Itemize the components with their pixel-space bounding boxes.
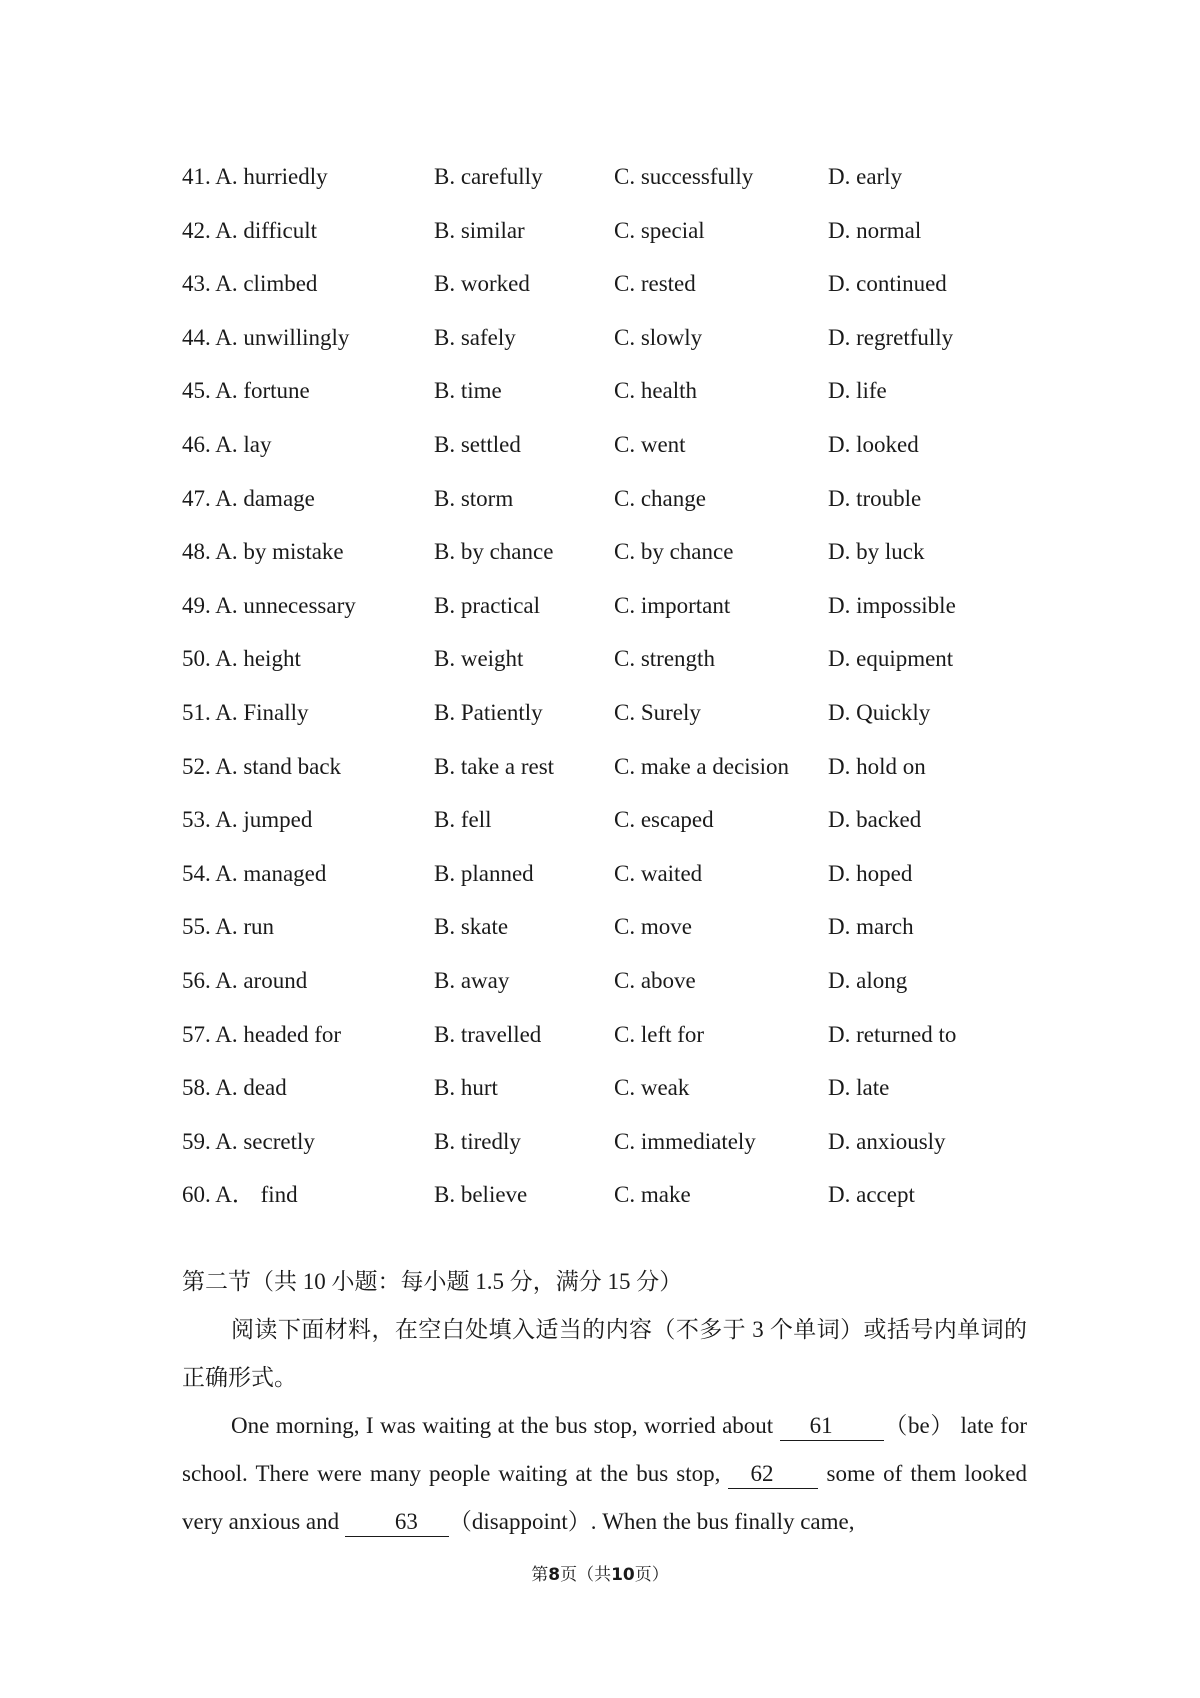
question-number-and-option-a <box>182 740 341 794</box>
option-c: C. rested <box>614 271 696 297</box>
question-number: 45. <box>182 378 211 404</box>
option-a: A. height <box>215 646 301 672</box>
option-d: D. hold on <box>828 753 926 779</box>
question-number: 41. <box>182 164 211 189</box>
option-b: B. similar <box>434 217 525 243</box>
option-d: D. life <box>828 378 887 404</box>
option-c: C. left for <box>614 1021 705 1047</box>
section-title: 第二节（共 10 小题：每小题 1.5 分，满分 15 分） <box>182 1269 683 1294</box>
question-row <box>182 525 1042 579</box>
option-d: D. normal <box>828 217 922 243</box>
question-number-and-option-a <box>182 686 309 740</box>
question-number-and-option-a <box>182 257 317 311</box>
option-a: A. damage <box>215 485 315 511</box>
passage <box>182 1402 1027 1546</box>
blank-63[interactable] <box>345 1508 449 1537</box>
question-number: 50. <box>182 646 211 672</box>
option-c: C. strength <box>614 646 715 672</box>
option-c: C. make <box>614 1182 691 1208</box>
question-number: 47. <box>182 485 211 511</box>
option-b: B. time <box>434 378 502 404</box>
option-c: C. important <box>614 592 731 618</box>
option-a: A. difficult <box>215 217 318 243</box>
question-number: 57. <box>182 1021 211 1047</box>
question-row <box>182 204 1042 258</box>
option-b: B. skate <box>434 914 509 940</box>
option-b: B. settled <box>434 431 521 457</box>
option-a: A. hurriedly <box>215 164 328 189</box>
question-number: 46. <box>182 431 211 457</box>
option-b: B. hurt <box>434 1075 498 1101</box>
question-number: 52. <box>182 753 211 779</box>
question-number: 48. <box>182 539 211 565</box>
blank-61-number: 61 <box>809 1413 833 1438</box>
option-d: D. trouble <box>828 485 922 511</box>
option-b: B. weight <box>434 646 524 672</box>
question-number-and-option-a <box>182 632 301 686</box>
option-d: D. anxiously <box>828 1128 946 1154</box>
option-c: C. slowly <box>614 324 703 350</box>
question-row <box>182 1168 1042 1222</box>
question-row <box>182 150 1042 204</box>
question-number: 42. <box>182 217 211 243</box>
option-d: D. backed <box>828 807 922 833</box>
question-number: 56. <box>182 967 211 993</box>
option-a: A. dead <box>215 1075 287 1101</box>
option-d: D. late <box>828 1075 890 1101</box>
question-number: 54. <box>182 860 211 886</box>
question-number-and-option-a <box>182 900 274 954</box>
blank-62[interactable] <box>728 1460 818 1489</box>
option-c: C. by chance <box>614 539 734 565</box>
question-number-and-option-a <box>182 150 328 204</box>
blank-63-number: 63 <box>394 1509 418 1534</box>
option-a: A. managed <box>215 860 327 886</box>
footer-prefix: 第 <box>531 1565 549 1585</box>
question-row <box>182 472 1042 526</box>
page-number: 8 <box>548 1565 561 1585</box>
option-d: D. hoped <box>828 860 913 886</box>
question-row <box>182 686 1042 740</box>
question-number: 44. <box>182 324 211 350</box>
question-row <box>182 257 1042 311</box>
option-d: D. by luck <box>828 539 925 565</box>
option-c: C. waited <box>614 860 703 886</box>
option-a: A. unnecessary <box>215 592 356 618</box>
blank-62-number: 62 <box>750 1461 774 1486</box>
option-c: C. immediately <box>614 1128 756 1154</box>
option-b: B. Patiently <box>434 699 543 725</box>
blank-61[interactable] <box>780 1412 884 1441</box>
question-number-and-option-a <box>182 525 344 579</box>
passage-text: （disappoint）. When the bus finally came, <box>448 1509 855 1534</box>
option-c: C. weak <box>614 1075 690 1101</box>
option-a: A． find <box>215 1182 298 1208</box>
question-row <box>182 632 1042 686</box>
question-number-and-option-a <box>182 204 317 258</box>
question-number-and-option-a <box>182 1061 287 1115</box>
question-number-and-option-a <box>182 1168 298 1222</box>
question-number-and-option-a <box>182 847 326 901</box>
question-number-and-option-a <box>182 793 312 847</box>
option-d: D. early <box>828 164 903 189</box>
option-b: B. believe <box>434 1182 528 1208</box>
question-row <box>182 579 1042 633</box>
option-b: B. take a rest <box>434 753 555 779</box>
option-b: B. tiredly <box>434 1128 521 1154</box>
question-number: 60. <box>182 1182 211 1208</box>
option-a: A. fortune <box>215 378 310 404</box>
option-d: D. along <box>828 967 908 993</box>
option-b: B. away <box>434 967 510 993</box>
option-b: B. planned <box>434 860 534 886</box>
option-c: C. special <box>614 217 705 243</box>
question-row <box>182 954 1042 1008</box>
question-number: 58. <box>182 1075 211 1101</box>
passage-text: One morning, I was waiting at the bus stop, worried about <box>231 1413 780 1438</box>
question-number: 51. <box>182 699 211 725</box>
page-footer <box>0 1560 1200 1585</box>
question-number-and-option-a <box>182 418 271 472</box>
options-list <box>182 150 1042 1222</box>
question-row <box>182 847 1042 901</box>
question-number-and-option-a <box>182 579 356 633</box>
question-row <box>182 900 1042 954</box>
question-number-and-option-a <box>182 364 310 418</box>
option-a: A. jumped <box>215 807 313 833</box>
option-c: C. above <box>614 967 696 993</box>
question-number-and-option-a <box>182 1008 341 1062</box>
passage-text: （be） late for school. There were many people waiting at the bus stop, <box>182 1413 1027 1486</box>
question-row <box>182 311 1042 365</box>
option-c: C. change <box>614 485 706 511</box>
option-d: D. equipment <box>828 646 954 672</box>
option-a: A. secretly <box>215 1128 315 1154</box>
option-a: A. by mistake <box>215 539 344 565</box>
option-c: C. health <box>614 378 698 404</box>
option-a: A. unwillingly <box>215 324 350 350</box>
question-row <box>182 1115 1042 1169</box>
option-c: C. successfully <box>614 164 754 189</box>
section-two <box>182 1258 1027 1546</box>
option-d: D. looked <box>828 431 919 457</box>
option-d: D. continued <box>828 271 947 297</box>
option-b: B. storm <box>434 485 514 511</box>
option-d: D. accept <box>828 1182 915 1208</box>
option-c: C. Surely <box>614 699 701 725</box>
option-a: A. around <box>215 967 308 993</box>
question-row <box>182 418 1042 472</box>
option-a: A. climbed <box>215 271 318 297</box>
question-number: 49. <box>182 592 211 618</box>
instructions: 阅读下面材料，在空白处填入适当的内容（不多于 3 个单词）或括号内单词的正确形式。 <box>182 1317 1027 1390</box>
question-number-and-option-a <box>182 954 307 1008</box>
option-b: B. safely <box>434 324 516 350</box>
option-b: B. by chance <box>434 539 554 565</box>
passage-text: some of them looked very anxious and <box>182 1461 1027 1534</box>
option-a: A. run <box>215 914 275 940</box>
option-b: B. practical <box>434 592 541 618</box>
option-d: D. returned to <box>828 1021 957 1047</box>
option-b: B. worked <box>434 271 530 297</box>
question-number: 53. <box>182 807 211 833</box>
option-d: D. regretfully <box>828 324 954 350</box>
option-b: B. travelled <box>434 1021 542 1047</box>
question-row <box>182 1061 1042 1115</box>
option-b: B. carefully <box>434 164 543 189</box>
option-a: A. stand back <box>215 753 342 779</box>
question-number: 43. <box>182 271 211 297</box>
option-b: B. fell <box>434 807 492 833</box>
question-number-and-option-a <box>182 472 315 526</box>
option-a: A. lay <box>215 431 272 457</box>
question-number: 59. <box>182 1128 211 1154</box>
total-pages: 10 <box>611 1565 635 1585</box>
footer-middle: 页（共 <box>560 1565 612 1585</box>
option-c: C. escaped <box>614 807 714 833</box>
footer-suffix: 页） <box>634 1565 669 1585</box>
option-a: A. Finally <box>215 699 309 725</box>
question-number-and-option-a <box>182 1115 315 1169</box>
option-d: D. march <box>828 914 914 940</box>
option-c: C. went <box>614 431 686 457</box>
option-c: C. move <box>614 914 692 940</box>
option-d: D. impossible <box>828 592 956 618</box>
question-row <box>182 793 1042 847</box>
option-d: D. Quickly <box>828 699 931 725</box>
question-number-and-option-a <box>182 311 349 365</box>
question-row <box>182 364 1042 418</box>
option-a: A. headed for <box>215 1021 342 1047</box>
question-row <box>182 1008 1042 1062</box>
option-c: C. make a decision <box>614 753 790 779</box>
question-number: 55. <box>182 914 211 940</box>
question-row <box>182 740 1042 794</box>
